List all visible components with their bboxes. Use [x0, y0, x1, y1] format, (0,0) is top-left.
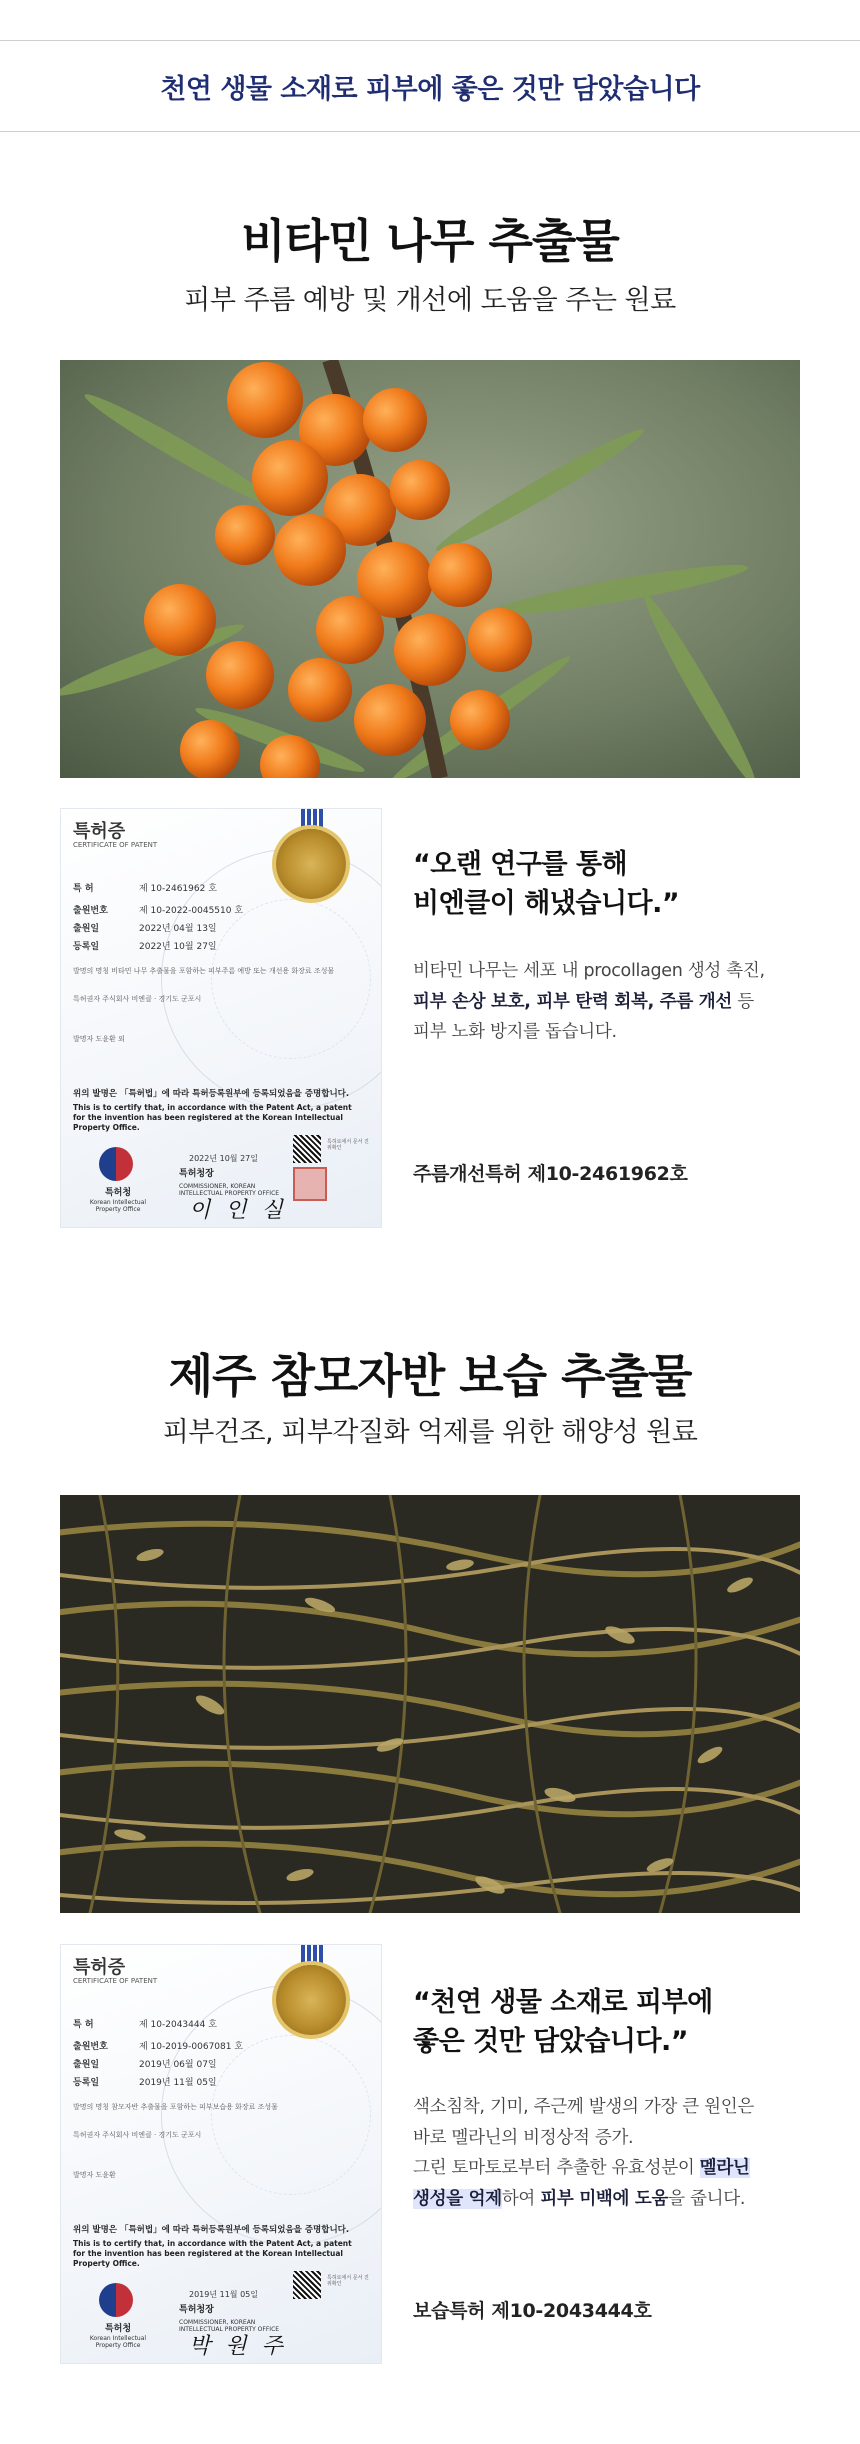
section1-patent-label: 주름개선특허 제10-2461962호	[413, 1163, 688, 1185]
kipo-emblem-icon	[99, 1147, 133, 1181]
red-stamp-icon	[293, 1167, 327, 1201]
section2-subtitle: 피부건조, 피부각질화 억제를 위한 해양성 원료	[162, 1417, 698, 1448]
section2-patent-label: 보습특허 제10-2043444호	[413, 2300, 652, 2322]
banner-text: 천연 생물 소재로 피부에 좋은 것만 담았습니다	[160, 73, 700, 105]
section1-description: 비타민 나무는 세포 내 procollagen 생성 촉진, 피부 손상 보호, 피부 탄력 회복, 주름 개선 등 피부 노화 방지를 돕습니다.	[413, 961, 765, 1043]
kipo-emblem-icon	[99, 2283, 133, 2317]
section1-subtitle: 피부 주름 예방 및 개선에 도움을 주는 원료	[184, 285, 676, 316]
section2-quote: “천연 생물 소재로 피부에 좋은 것만 담았습니다.”	[413, 1987, 713, 2058]
seaweed-photo	[60, 1495, 800, 1913]
gold-seal-icon	[276, 829, 346, 899]
qr-code-icon	[293, 1135, 321, 1163]
gold-seal-icon	[276, 1965, 346, 2035]
patent-certificate-2: 특허증 CERTIFICATE OF PATENT 특 허 제 10-2043444 호 출원번호 제 10-2019-0067081 호 출원일 2019년 06월 07일 등록일 2019년 11월 05일 발명의 명칭 참모자반 추출물을 포함하는 피부보습용 화장료 조성물 특허권자 주식회사 비엔클 · 경기도 군포시 발명자 도윤환 위의 발명은 「특허법」에 따라 특허등록원부에 등록되었음을 증명합니다. This is to certify that, in accordance with the Patent Act, a patent for the invention has been registered at the Korean Intellectual Property Office. 2019년 11월 05일 특허로에서 문서 진위확인 특허청장 COMMISSIONER, KOREAN INTELLECTUAL PROPERTY OFFICE 박 원 주 특허청 Korean Intellectual Property Office	[60, 1944, 382, 2364]
ribbon-icon	[301, 809, 323, 831]
top-banner	[0, 40, 860, 132]
sea-buckthorn-photo	[60, 360, 800, 778]
section1-title: 비타민 나무 추출물	[241, 214, 619, 268]
section2-description: 색소침착, 기미, 주근께 발생의 가장 큰 원인은 바로 멜라닌의 비정상적 증가. 그린 토마토로부터 추출한 유효성분이 멜라닌 생성을 억제하여 피부 미백에 도움을 줍니다.	[413, 2097, 754, 2209]
patent-certificate-1: 특허증 CERTIFICATE OF PATENT 특 허 제 10-2461962 호 출원번호 제 10-2022-0045510 호 출원일 2022년 04월 13일 등록일 2022년 10월 27일 발명의 명칭 비타민 나무 추출물을 포함하는 피부주름 예방 또는 개선용 화장료 조성물 특허권자 주식회사 비엔클 · 경기도 군포시 발명자 도윤환 외 위의 발명은 「특허법」에 따라 특허등록원부에 등록되었음을 증명합니다. This is to certify that, in accordance with the Patent Act, a patent for the invention has been registered at the Korean Intellectual Property Office. 2022년 10월 27일 특허로에서 문서 진위확인 특허청장 COMMISSIONER, KOREAN INTELLECTUAL PROPERTY OFFICE 이 인 실 특허청 Korean Intellectual Property Office	[60, 808, 382, 1228]
ribbon-icon	[301, 1945, 323, 1967]
section2-title: 제주 참모자반 보습 추출물	[168, 1349, 692, 1403]
qr-code-icon	[293, 2271, 321, 2299]
section1-quote: “오랜 연구를 통해 비엔클이 해냈습니다.”	[413, 849, 680, 920]
